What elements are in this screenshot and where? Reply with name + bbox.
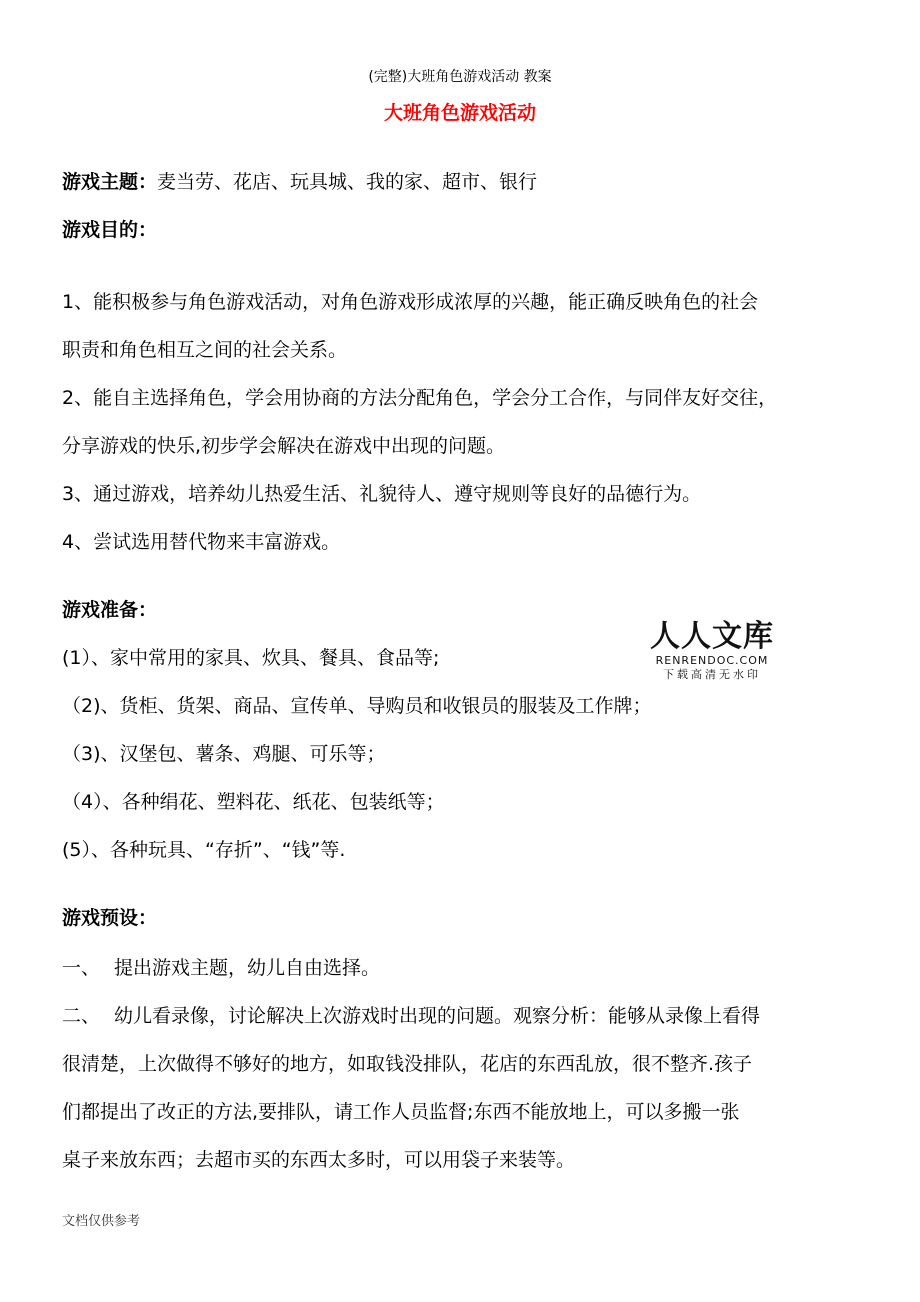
preparation-item: (5）、各种玩具、“存折”、“钱”等.: [62, 839, 346, 861]
presets-label: 游戏预设：: [62, 907, 158, 929]
goal-line: 职责和角色相互之间的社会关系。: [62, 339, 348, 361]
running-header: (完整)大班角色游戏活动 教案: [368, 69, 552, 85]
goal-line: 分享游戏的快乐,初步学会解决在游戏中出现的问题。: [62, 435, 506, 457]
preset-continuation: 很清楚，上次做得不够好的地方，如取钱没排队，花店的东西乱放，很不整齐.孩子: [62, 1053, 753, 1075]
goal-line: 3、通过游戏，培养幼儿热爱生活、礼貌待人、遵守规则等良好的品德行为。: [62, 483, 702, 505]
goals-label: 游戏目的：: [62, 219, 158, 241]
theme-text: 麦当劳、花店、玩具城、我的家、超市、银行: [157, 171, 538, 193]
preset-item: [62, 956, 380, 980]
preparation-label: 游戏准备：: [62, 599, 158, 621]
preset-continuation: 桌子来放东西；去超市买的东西太多时，可以用袋子来装等。: [62, 1149, 576, 1171]
preset-item: [62, 1004, 760, 1028]
preset-text: 幼儿看录像，讨论解决上次游戏时出现的问题。观察分析：能够从录像上看得: [114, 1005, 761, 1027]
theme-label: 游戏主题：: [62, 171, 158, 193]
goal-line: 1、能积极参与角色游戏活动，对角色游戏形成浓厚的兴趣，能正确反映角色的社会: [62, 291, 759, 313]
preparation-item: （2)、货柜、货架、商品、宣传单、导购员和收银员的服装及工作牌；: [62, 695, 652, 717]
preset-number: 二、: [62, 1005, 101, 1027]
preparation-item: （3)、汉堡包、薯条、鸡腿、可乐等；: [62, 743, 386, 765]
goal-line: 4、尝试选用替代物来丰富游戏。: [62, 531, 341, 553]
preset-text: 提出游戏主题，幼儿自由选择。: [114, 957, 381, 979]
goal-line: 2、能自主选择角色，学会用协商的方法分配角色，学会分工合作，与同伴友好交往，: [62, 387, 778, 409]
watermark-brand: 人人文库: [650, 619, 774, 654]
preset-continuation: 们都提出了改正的方法,要排队，请工作人员监督;东西不能放地上，可以多搬一张: [62, 1101, 740, 1123]
watermark-url: RENRENDOC.COM: [655, 654, 769, 667]
watermark-logo: [648, 620, 776, 682]
page-footer: 文档仅供参考: [62, 1214, 141, 1229]
preparation-item: (1）、家中常用的家具、炊具、餐具、食品等;: [62, 647, 440, 669]
theme-line: [62, 170, 537, 194]
document-title: 大班角色游戏活动: [383, 102, 536, 124]
preparation-item: （4）、各种绢花、塑料花、纸花、包装纸等；: [62, 791, 445, 813]
preset-number: 一、: [62, 957, 101, 979]
watermark-tagline: 下载高清无水印: [663, 668, 761, 681]
